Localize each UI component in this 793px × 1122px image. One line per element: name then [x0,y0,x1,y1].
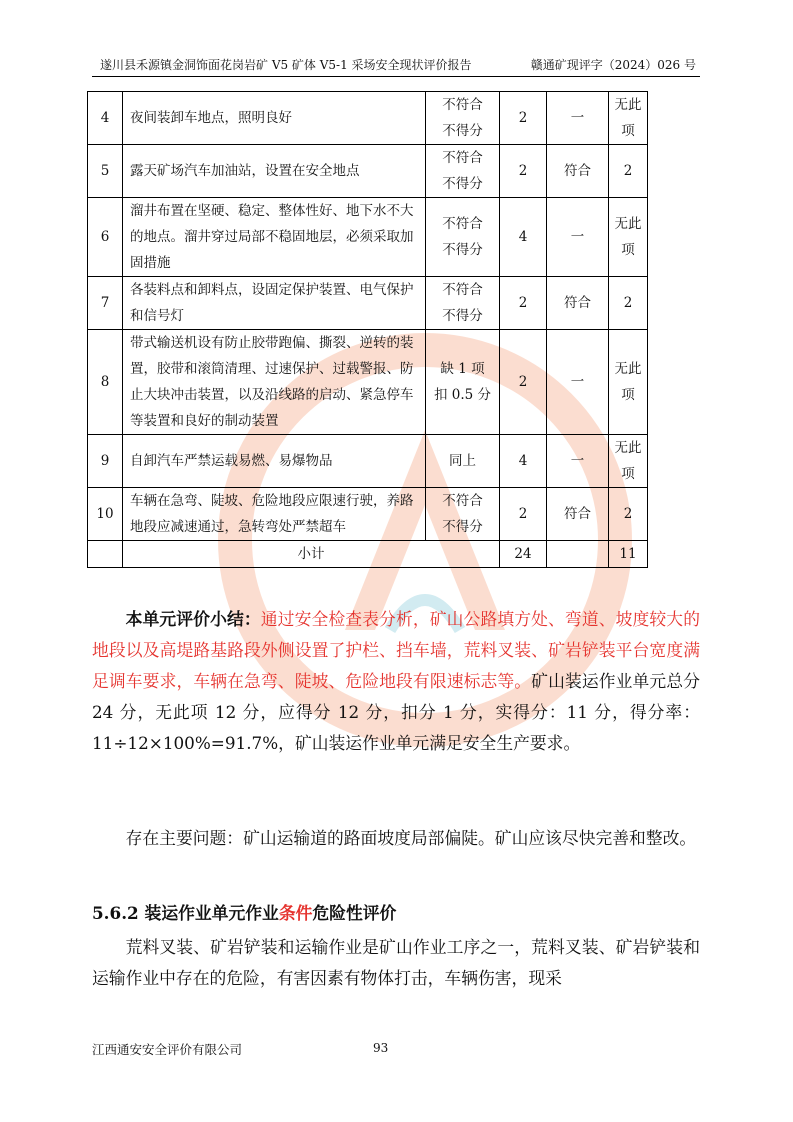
scoring-condition: 不符合 不得分 [426,92,500,145]
scoring-condition: 缺 1 项 扣 0.5 分 [426,330,500,435]
document-number: 赣通矿现评字（2024）026 号 [530,58,696,72]
standard-score: 2 [500,277,547,330]
actual-score: 无此 项 [609,435,648,488]
scoring-condition: 同上 [426,435,500,488]
summary-label: 本单元评价小结： [125,609,261,629]
row-number: 6 [88,198,123,277]
check-item: 自卸汽车严禁运载易燃、易爆物品 [123,435,426,488]
table-row [88,198,648,277]
table-row [88,435,648,488]
scoring-condition: 不符合 不得分 [426,145,500,198]
subtotal-empty-result [547,541,609,568]
row-number: 7 [88,277,123,330]
page-number: 93 [373,1041,389,1055]
problem-paragraph: 存在主要问题：矿山运输道的路面坡度局部偏陡。矿山应该尽快完善和整改。 [125,828,697,848]
row-number: 4 [88,92,123,145]
table-row [88,488,648,541]
table-row [88,277,648,330]
check-item: 溜井布置在坚硬、稳定、整体性好、地下水不大的地点。溜井穿过局部不稳固地层，必须采取加固措施 [123,198,426,277]
check-item: 各装料点和卸料点，设固定保护装置、电气保护和信号灯 [123,277,426,330]
check-item: 夜间装卸车地点，照明良好 [123,92,426,145]
check-result: 一 [547,198,609,277]
subtotal-label: 小计 [123,541,500,568]
actual-score: 无此 项 [609,330,648,435]
subtotal-actual: 11 [609,541,648,568]
standard-score: 2 [500,488,547,541]
check-item: 露天矿场汽车加油站，设置在安全地点 [123,145,426,198]
actual-score: 无此 项 [609,198,648,277]
safety-checklist-table [87,91,648,568]
table-row [88,92,648,145]
row-number: 10 [88,488,123,541]
standard-score: 4 [500,198,547,277]
row-number: 5 [88,145,123,198]
actual-score: 2 [609,145,648,198]
actual-score: 2 [609,277,648,330]
page-header [92,56,700,77]
check-result: 符合 [547,145,609,198]
footer-company: 江西通安安全评价有限公司 [92,1042,243,1057]
table-row [88,330,648,435]
subtotal-empty-no [88,541,123,568]
check-result: 一 [547,92,609,145]
check-result: 一 [547,330,609,435]
row-number: 8 [88,330,123,435]
actual-score: 无此 项 [609,92,648,145]
check-result: 符合 [547,488,609,541]
row-number: 9 [88,435,123,488]
scoring-condition: 不符合 不得分 [426,488,500,541]
section-heading: 5.6.2 装运作业单元作业条件危险性评价 [92,903,397,923]
subtotal-score: 24 [500,541,547,568]
standard-score: 2 [500,92,547,145]
summary-highlight: 通过安全检查表分析，矿山公路填方处、弯道、坡度较大的地段以及高堤路基路段外侧设置了护栏、挡车墙，荒料叉装、矿岩铲装平台宽度满足调车要求，车辆在急弯、陡坡、危险地段有限速标志等。 [92,609,700,691]
check-result: 一 [547,435,609,488]
table-row [88,145,648,198]
standard-score: 2 [500,145,547,198]
subtotal-row [88,541,648,568]
body-paragraph: 荒料叉装、矿岩铲装和运输作业是矿山作业工序之一，荒料叉装、矿岩铲装和运输作业中存在的危险，有害因素有物体打击，车辆伤害，现采 [92,937,700,988]
unit-summary-paragraph [92,604,700,759]
check-item: 车辆在急弯、陡坡、危险地段应限速行驶，养路地段应减速通过，急转弯处严禁超车 [123,488,426,541]
check-result: 符合 [547,277,609,330]
actual-score: 2 [609,488,648,541]
standard-score: 4 [500,435,547,488]
standard-score: 2 [500,330,547,435]
check-item: 带式输送机设有防止胶带跑偏、撕裂、逆转的装置，胶带和滚筒清理、过速保护、过载警报、防止大块冲击装置，以及沿线路的启动、紧急停车等装置和良好的制动装置 [123,330,426,435]
summary-score-text: 矿山装运作业单元总分 24 分，无此项 12 分，应得分 12 分，扣分 1 分，实得分：11 分，得分率：11÷12×100%=91.7%，矿山装运作业单元满足安全生产要求。 [92,671,700,753]
report-title: 遂川县禾源镇金洞饰面花岗岩矿 V5 矿体 V5-1 采场安全现状评价报告 [100,58,472,72]
scoring-condition: 不符合 不得分 [426,277,500,330]
scoring-condition: 不符合 不得分 [426,198,500,277]
